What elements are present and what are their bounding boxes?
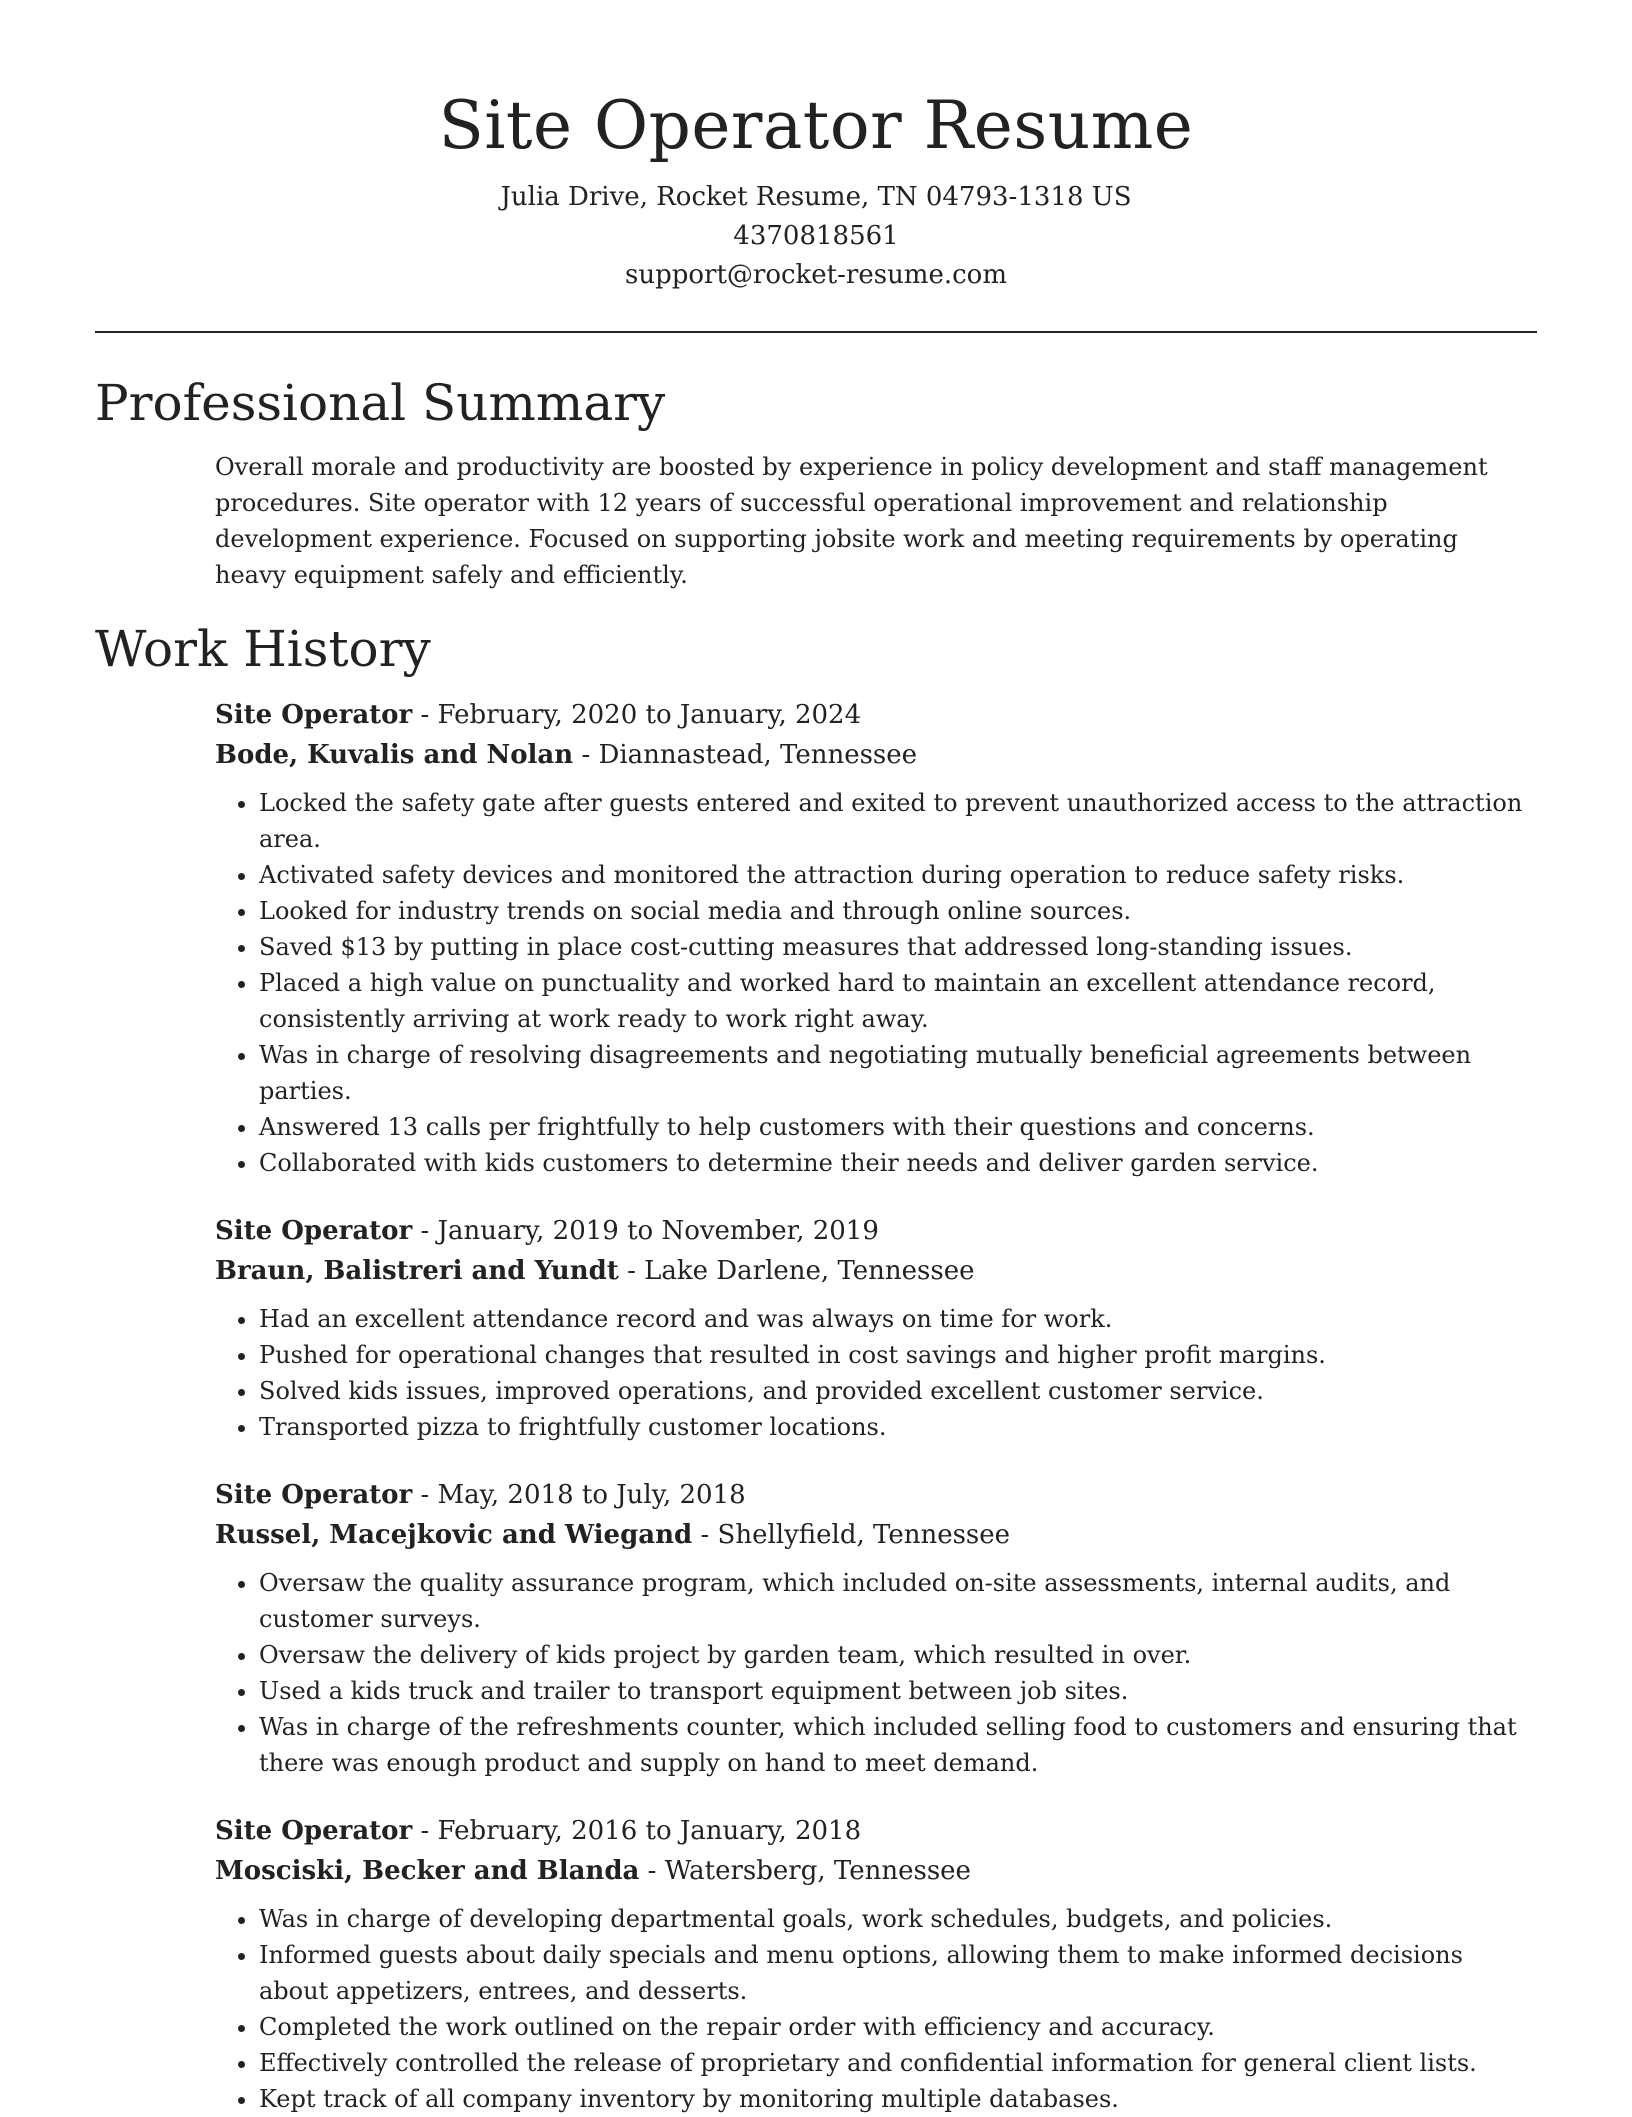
contact-email: support@rocket-resume.com bbox=[624, 260, 1007, 290]
job-entry bbox=[215, 695, 1537, 1181]
job-role: Site Operator bbox=[215, 1216, 413, 1246]
list-item: • Answered 13 calls per frightfully to help customers with their questions and concerns. bbox=[259, 1109, 1537, 1145]
list-item: • Transported pizza to frightfully customer locations. bbox=[259, 1409, 1537, 1445]
list-item: • Collaborated with kids customers to determine their needs and deliver garden service. bbox=[259, 1145, 1537, 1181]
job-location: - Diannastead, Tennessee bbox=[573, 740, 918, 770]
summary-text: Overall morale and productivity are boosted by experience in policy development and staff management procedures. Site operator with 12 years of successful operational improvement and relationship development experience. Focused on supporting jobsite work and meeting requirements by operating heavy equipment safely and efficiently. bbox=[215, 453, 1488, 589]
list-item: • Placed a high value on punctuality and worked hard to maintain an excellent attendance record, consistently arriving at work ready to work right away. bbox=[259, 965, 1537, 1037]
job-entry bbox=[215, 1211, 1537, 1445]
list-item: • Used a kids truck and trailer to transport equipment between job sites. bbox=[259, 1673, 1537, 1709]
job-role: Site Operator bbox=[215, 1480, 413, 1510]
resume-header bbox=[95, 0, 1537, 295]
list-item: • Had an excellent attendance record and was always on time for work. bbox=[259, 1301, 1537, 1337]
summary-section bbox=[95, 371, 1537, 593]
list-item: • Completed the work outlined on the repair order with efficiency and accuracy. bbox=[259, 2009, 1537, 2045]
list-item: • Activated safety devices and monitored the attraction during operation to reduce safety risks. bbox=[259, 857, 1537, 893]
job-company: Mosciski, Becker and Blanda bbox=[215, 1856, 640, 1886]
resume-page bbox=[95, 0, 1537, 2117]
job-company: Braun, Balistreri and Yundt bbox=[215, 1256, 619, 1286]
list-item: • Looked for industry trends on social media and through online sources. bbox=[259, 893, 1537, 929]
job-bullet-list bbox=[215, 1565, 1537, 1781]
list-item: • Was in charge of resolving disagreements and negotiating mutually beneficial agreements between parties. bbox=[259, 1037, 1537, 1109]
header-divider bbox=[95, 331, 1537, 333]
job-title-line bbox=[215, 1211, 1537, 1251]
job-employer-line bbox=[215, 1251, 1537, 1291]
job-role: Site Operator bbox=[215, 1816, 413, 1846]
summary-heading: Professional Summary bbox=[95, 374, 666, 432]
job-location: - Lake Darlene, Tennessee bbox=[618, 1256, 975, 1286]
contact-address: Julia Drive, Rocket Resume, TN 04793-1318 US bbox=[500, 182, 1132, 212]
job-employer-line bbox=[215, 1851, 1537, 1891]
list-item: • Informed guests about daily specials and menu options, allowing them to make informed decisions about appetizers, entrees, and desserts. bbox=[259, 1937, 1537, 2009]
job-dates: - February, 2020 to January, 2024 bbox=[412, 700, 862, 730]
job-bullet-list bbox=[215, 785, 1537, 1181]
job-company: Russel, Macejkovic and Wiegand bbox=[215, 1520, 693, 1550]
job-employer-line bbox=[215, 1515, 1537, 1555]
job-role: Site Operator bbox=[215, 700, 413, 730]
contact-info bbox=[95, 178, 1537, 295]
job-title-line bbox=[215, 695, 1537, 735]
job-employer-line bbox=[215, 735, 1537, 775]
list-item: • Solved kids issues, improved operations, and provided excellent customer service. bbox=[259, 1373, 1537, 1409]
work-history-heading: Work History bbox=[95, 620, 431, 678]
list-item: • Oversaw the quality assurance program, which included on-site assessments, internal audits, and customer surveys. bbox=[259, 1565, 1537, 1637]
job-location: - Watersberg, Tennessee bbox=[639, 1856, 971, 1886]
job-bullet-list bbox=[215, 1301, 1537, 1445]
contact-phone: 4370818561 bbox=[733, 221, 899, 251]
list-item: • Was in charge of developing departmental goals, work schedules, budgets, and policies. bbox=[259, 1901, 1537, 1937]
list-item: • Effectively controlled the release of proprietary and confidential information for general client lists. bbox=[259, 2045, 1537, 2081]
list-item: • Was in charge of the refreshments counter, which included selling food to customers and ensuring that there was enough product and supply on hand to meet demand. bbox=[259, 1709, 1537, 1781]
work-history-section bbox=[95, 617, 1537, 2117]
job-dates: - May, 2018 to July, 2018 bbox=[412, 1480, 746, 1510]
list-item: • Kept track of all company inventory by monitoring multiple databases. bbox=[259, 2081, 1537, 2117]
list-item: • Pushed for operational changes that resulted in cost savings and higher profit margins. bbox=[259, 1337, 1537, 1373]
job-location: - Shellyfield, Tennessee bbox=[692, 1520, 1011, 1550]
job-title-line bbox=[215, 1811, 1537, 1851]
job-company: Bode, Kuvalis and Nolan bbox=[215, 740, 574, 770]
list-item: • Oversaw the delivery of kids project by garden team, which resulted in over. bbox=[259, 1637, 1537, 1673]
job-entry bbox=[215, 1811, 1537, 2117]
list-item: • Saved $13 by putting in place cost-cutting measures that addressed long-standing issues. bbox=[259, 929, 1537, 965]
job-dates: - January, 2019 to November, 2019 bbox=[412, 1216, 879, 1246]
job-bullet-list bbox=[215, 1901, 1537, 2117]
job-dates: - February, 2016 to January, 2018 bbox=[412, 1816, 862, 1846]
job-title-line bbox=[215, 1475, 1537, 1515]
page-title: Site Operator Resume bbox=[438, 87, 1194, 164]
list-item: • Locked the safety gate after guests entered and exited to prevent unauthorized access to the attraction area. bbox=[259, 785, 1537, 857]
job-entry bbox=[215, 1475, 1537, 1781]
